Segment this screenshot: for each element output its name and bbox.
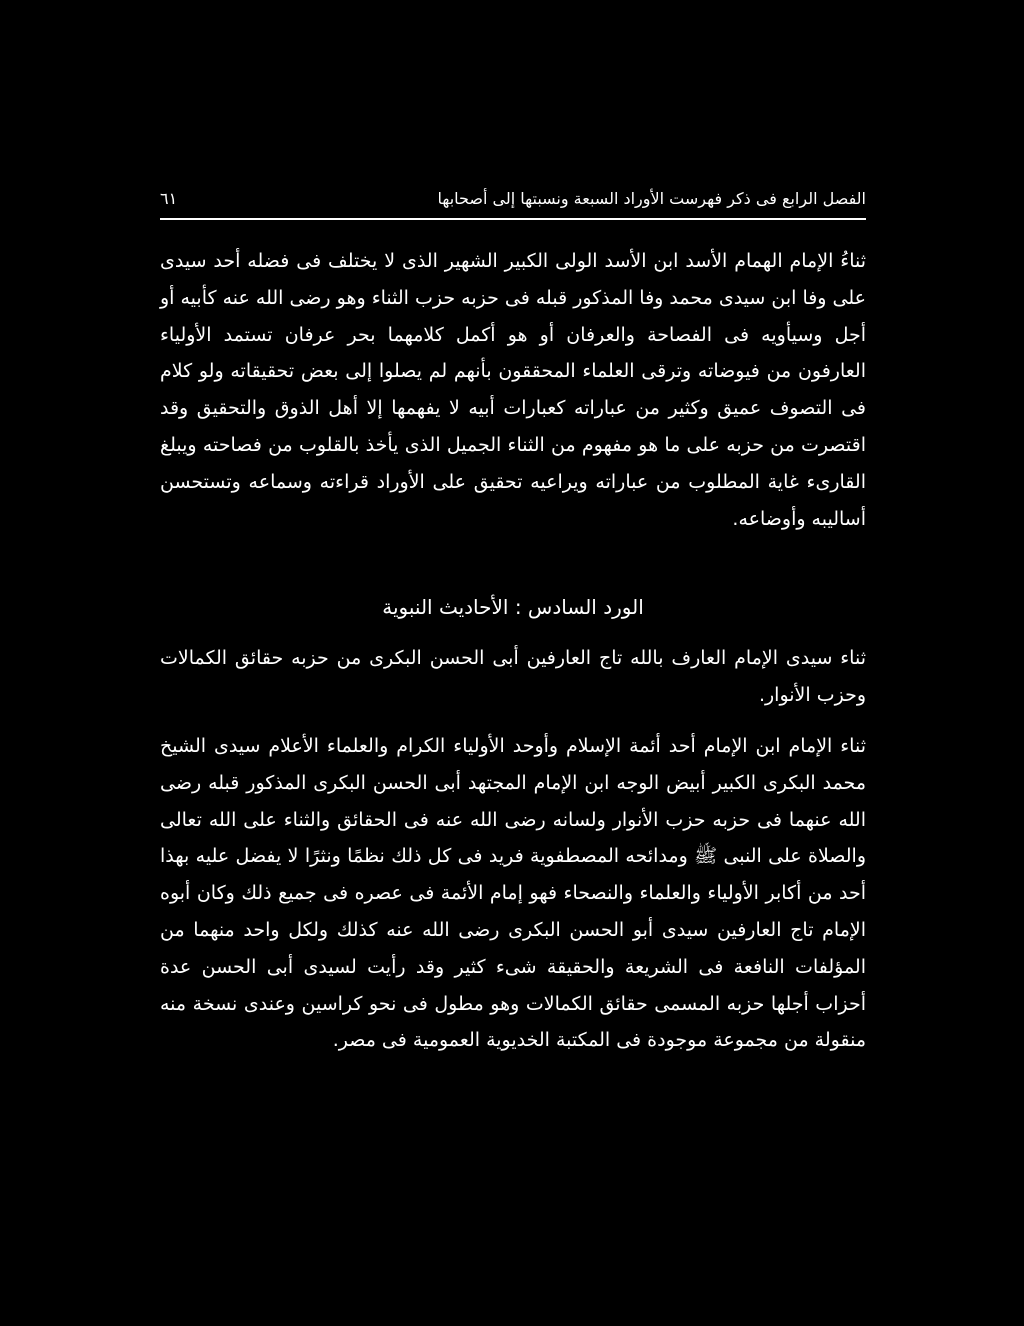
running-header-title: الفصل الرابع فى ذكر فهرست الأوراد السبعة ونسبتها إلى أصحابها <box>437 189 866 208</box>
paragraph-abu-al-hasan <box>160 640 866 714</box>
paragraph-1-text: ثناءُ الإمام الهمام الأسد ابن الأسد الولى الكبير الشهير الذى لا يختلف فى فضله أحد سيدى على وفا ابن سيدى محمد وفا المذكور قبله فى حزبه حزب الثناء وهو رضى الله عنه كأبيه أو أجل وسيأويه فى الفصاحة والعرفان أو هو أكمل كلامهما بحر عرفان تستمد الأولياء العارفون من فيوضاته وترقى العلماء المحققون بأنهم لم يصلوا إلى بعض تحقيقاته ولو كلام فى التصوف عميق وكثير من عباراته كعبارات أبيه لا يفهمها إلا أهل الذوق والتحقيق وقد اقتصرت من حزبه على ما هو مفهوم من الثناء الجميل الذى يأخذ بالقلوب من فصاحته ويبلغ القارىء غاية المطلوب من عباراته ويراعيه تحقيق على الأوراد قراءته وسماعه وتستحسن أساليبه وأوضاعه. <box>160 250 866 530</box>
paragraph-2-text: ثناء سيدى الإمام العارف بالله تاج العارفين أبى الحسن البكرى من حزبه حقائق الكمالات وحزب الأنوار. <box>160 647 866 706</box>
section-heading: الورد السادس : الأحاديث النبوية <box>382 595 644 619</box>
paragraph-ali-wafa <box>160 243 866 537</box>
running-header <box>160 186 866 212</box>
paragraph-muhammad-al-bakri <box>160 728 866 1059</box>
header-rule <box>160 218 866 220</box>
paragraph-3-text: ثناء الإمام ابن الإمام أحد أئمة الإسلام وأوحد الأولياء الكرام والعلماء الأعلام سيدى الشيخ محمد البكرى الكبير أبيض الوجه ابن الإمام المجتهد أبى الحسن البكرى المذكور قبله رضى الله عنهما فى حزبه حزب الأنوار ولسانه رضى الله عنه فى الحقائق والثناء على الله تعالى والصلاة على النبى ﷺ ومدائحه المصطفوية فريد فى كل ذلك نظمًا ونثرًا لا يفضل عليه بهذا أحد من أكابر الأولياء والعلماء والنصحاء فهو إمام الأئمة فى عصره فى جميع ذلك وكان أبوه الإمام تاج العارفين سيدى أبو الحسن البكرى رضى الله عنه كذلك ولكل واحد منهما من المؤلفات النافعة فى الشريعة والحقيقة شىء كثير وقد رأيت لسيدى أبى الحسن عدة أحزاب أجلها حزبه المسمى حقائق الكمالات وهو مطول فى نحو كراسين وعندى نسخة منه منقولة من مجموعة موجودة فى المكتبة الخديوية العمومية فى مصر. <box>160 735 866 1052</box>
page-number: ٦١ <box>160 189 178 208</box>
